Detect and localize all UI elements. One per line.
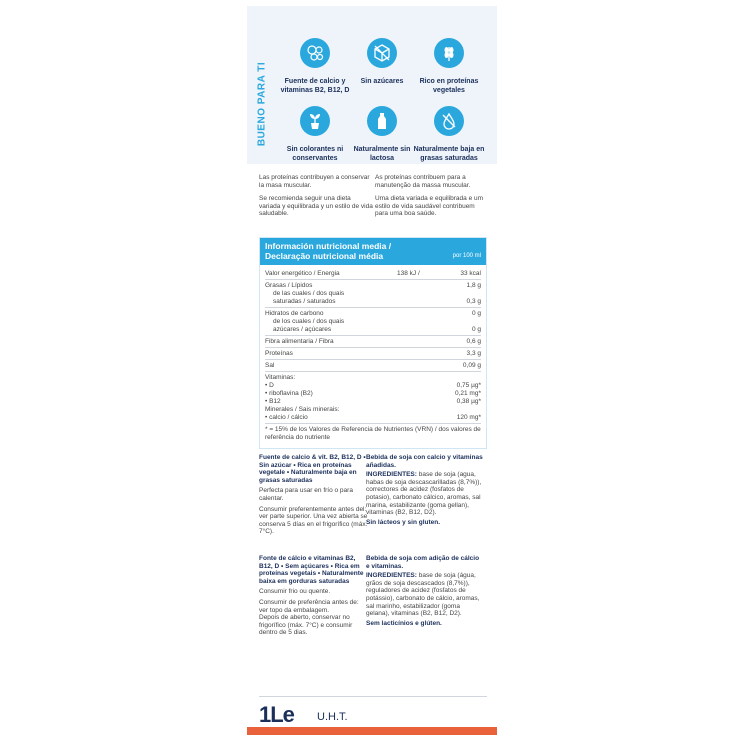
vitamins-icon	[300, 38, 330, 68]
divider	[265, 423, 481, 424]
es-free-from: Sin lácteos y sin gluten.	[366, 518, 441, 526]
claim-es-diet: Se recomienda seguir una dieta variada y equilibrada y un estilo de vida saludable.	[259, 195, 373, 218]
es-right-product: Bebida de soja con calcio y vitaminas añadidas.	[366, 454, 483, 469]
icon-label-protein: Rico en proteínas vegetales	[419, 78, 479, 94]
bottom-color-band	[247, 727, 497, 735]
pt-left-storage: Depois de aberto, conservar no frigorífico (máx. 7°C) e consumir dentro de 5 dias.	[259, 614, 353, 637]
nutrition-table: Información nutricional media / Declaração nutricional média por 100 ml Valor energético / Energia 138 kJ / 33 kcal Grasas / Lípidos 1,8 g de las cuales / dos quais saturadas / saturados 0,3 g Hidratos de carbono 0 g de los cuales / dos quais azúcares / açúcares 0 g Fibra alimentaria / Fibra 0,6 g Proteínas 3,3 g Sal 0,09 g Vitaminas: • D 0,75 µg* • riboflavina (B2) 0,21 mg* • B12 0,38 µg* Minerales / Sais minerais: • calcio / cálcio 120 mg* * = 15% de los Valores de Referencia de Nutrientes (VRN) / dos valores de referência do nutriente	[259, 237, 487, 449]
nutrition-per: por 100 ml	[452, 253, 481, 259]
icon-label-sugar: Sin azúcares	[360, 78, 404, 85]
divider	[265, 371, 481, 372]
divider	[265, 347, 481, 348]
icon-label-lactose: Naturalmente sin lactosa	[353, 146, 411, 162]
claim-es-protein: Las proteínas contribuyen a conservar la masa muscular.	[259, 174, 370, 189]
divider	[259, 696, 487, 697]
volume-unit: U.H.T.	[317, 711, 348, 723]
es-right-block	[366, 454, 484, 526]
nutrition-footnote: * = 15% de los Valores de Referencia de Nutrientes (VRN) / dos valores de referência do nutriente	[265, 426, 481, 441]
nutrition-header	[260, 238, 486, 265]
pt-right-block	[366, 555, 484, 627]
pt-free-from: Sem lacticínios e glúten.	[366, 619, 442, 627]
milk-bottle-icon	[367, 106, 397, 136]
icon-label-colorants: Sin colorantes ni conservantes	[286, 146, 344, 162]
es-ingredients-label: INGREDIENTES:	[366, 471, 417, 479]
es-left-usage: Perfecta para usar en frío o para calentar.	[259, 487, 353, 502]
pt-left-bestbefore: Consumir de preferência antes de: ver topo da embalagem.	[259, 598, 359, 614]
es-left-block	[259, 454, 369, 536]
es-left-claims: Fuente de calcio & vit. B2, B12, D • Sin azúcar • Rica en proteínas vegetale • Naturalmente baja en grasas saturadas	[259, 454, 366, 484]
divider	[265, 335, 481, 336]
nutrition-title-pt: Declaração nutricional média	[265, 251, 384, 261]
pt-ingredients: base de soja (água, grãos de soja descascados (8,7%)), reguladores de acidez (fosfatos de potássio), carbonato de cálcio, aromas, sal marinho, estabilizador (goma gelana), vitaminas (B2, B12, D2).	[366, 572, 480, 618]
nutrition-title-es: Información nutricional media /	[265, 241, 392, 251]
claims-pt	[375, 174, 489, 218]
drop-icon	[434, 106, 464, 136]
pt-left-block	[259, 555, 369, 637]
es-left-storage: Consumir preferentemente antes del: ver parte superior. Una vez abierta se conserva 5 días en el frigorífico (máx. 7°C).	[259, 505, 368, 536]
volume-mark: 1Le	[259, 702, 294, 727]
pt-ingredients-label: INGREDIENTES:	[366, 572, 417, 580]
es-ingredients: base de soja (agua, habas de soja descascarilladas (8,7%)), correctores de acidez (fosfatos de potasio), carbonato cálcico, aromas, sal marina, estabilizante (goma gellan), vitaminas (B2, B12, D2).	[366, 471, 482, 517]
wheat-icon	[434, 38, 464, 68]
sugar-cube-icon	[367, 38, 397, 68]
icon-label-calcium: Fuente de calcio y vitaminas B2, B12, D	[280, 78, 350, 94]
pt-left-usage: Consumir frio ou quente.	[259, 588, 331, 596]
claim-pt-protein: As proteínas contribuem para a manutenção da massa muscular.	[375, 174, 471, 189]
claims-es	[259, 174, 373, 218]
pt-left-claims: Fonte de cálcio e vitaminas B2, B12, D • Sem açúcares • Rica em proteínas vegetais • Naturalmente baixa em gorduras saturadas	[259, 555, 364, 585]
pt-right-product: Bebida de soja com adição de cálcio e vitaminas.	[366, 555, 480, 570]
panel-title: BUENO PARA TI	[256, 61, 268, 147]
carton-side-panel	[247, 6, 497, 735]
claim-pt-diet: Uma dieta variada e equilibrada e um estilo de vida saudável contribuem para uma boa saúde.	[375, 195, 484, 218]
icon-label-fat: Naturalmente baja en grasas saturadas	[413, 146, 485, 162]
divider	[265, 279, 481, 280]
plant-icon	[300, 106, 330, 136]
divider	[265, 307, 481, 308]
divider	[265, 359, 481, 360]
